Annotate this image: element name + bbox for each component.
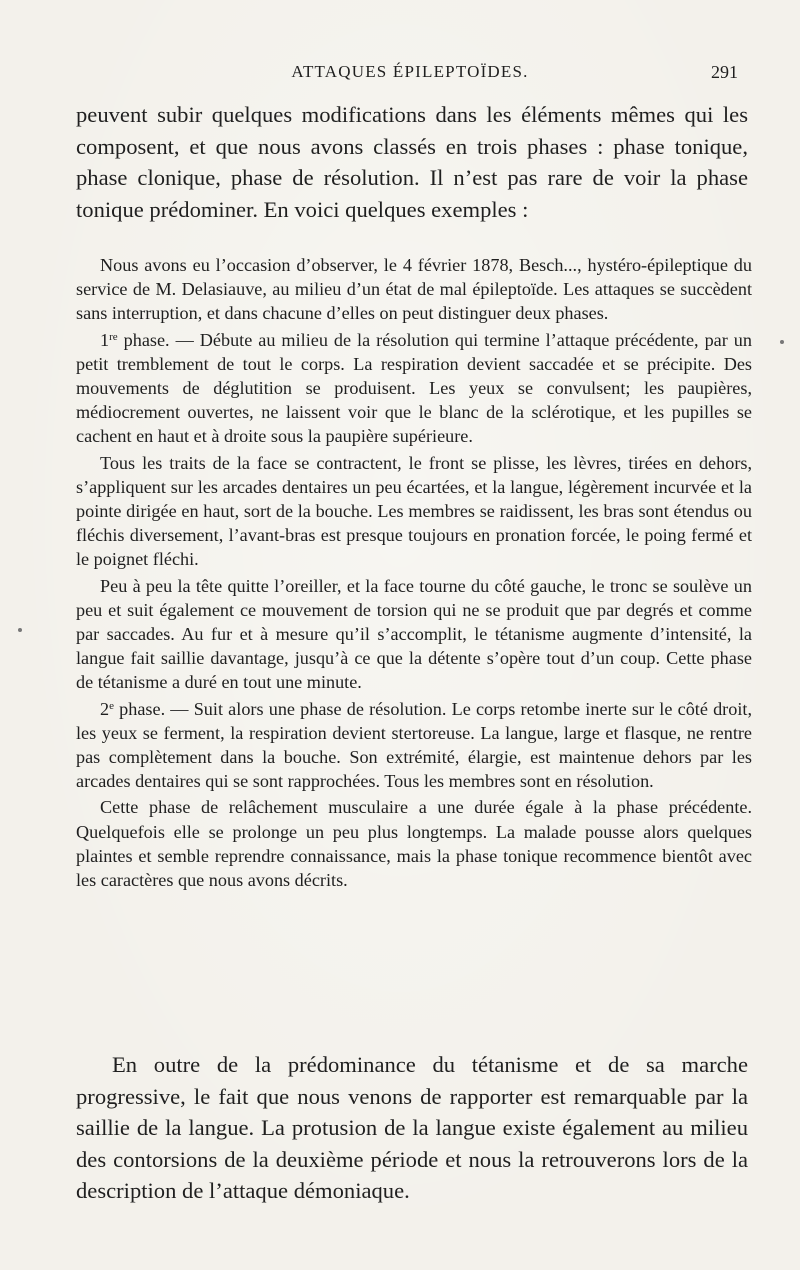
margin-speck bbox=[780, 340, 784, 344]
phase-2-label: 2e phase. — bbox=[100, 698, 194, 719]
phase-2-text: Suit alors une phase de résolution. Le corps retombe inerte sur le côté droit, les yeux se ferment, la respiration devient stertoreuse. La langue, large et flasque, ne rentre pas complètement dans la bouche. Son extrémité, élargie, est maintenue dehors par les arcades dentaires qui se sont rapprochées. Tous les membres sont en résolution. bbox=[76, 698, 752, 792]
phase-1-label: 1re phase. — bbox=[100, 329, 200, 350]
relaxation-paragraph: Cette phase de relâchement musculaire a une durée égale à la phase précédente. Quelquefois elle se prolonge un peu plus longtemps. La malade pousse alors quelques plaintes et semble reprendre connaissance, mais la phase tonique recommence bientôt avec les caractères que nous avons décrits. bbox=[76, 797, 752, 891]
running-title: ATTAQUES ÉPILEPTOÏDES. bbox=[291, 62, 529, 81]
head-rotation-paragraph: Peu à peu la tête quitte l’oreiller, et la face tourne du côté gauche, le tronc se soulève un peu et suit également ce mouvement de torsion qui ne se produit que par degrés et comme par saccades. Au fur et à mesure qu’il s’accomplit, le tétanisme augmente d’intensité, la langue fait saillie davantage, jusqu’à ce que la détente s’opère tout d’un coup. Cette phase de tétanisme a duré en tout une minute. bbox=[76, 575, 752, 693]
page-number: 291 bbox=[711, 62, 738, 82]
phase-1-text: Débute au milieu de la résolution qui termine l’attaque précédente, par un petit tremblement de tout le corps. La respiration devient saccadée et se précipite. Des mouvements de déglutition se produisent. Les yeux se convulsent; les paupières, médiocrement ouvertes, ne laissent voir que le blanc de la sclérotique, et les pupilles se cachent en haut et à droite sous la paupière supérieure. bbox=[76, 329, 752, 447]
face-contraction-paragraph: Tous les traits de la face se contractent, le front se plisse, les lèvres, tirées en dehors, s’appliquent sur les arcades dentaires un peu écartées, et la langue, légèrement incurvée et la pointe dirigée en haut, sort de la bouche. Les membres se raidissent, les bras sont étendus ou fléchis diversement, l’avant-bras est presque toujours en pronation forcée, le poing fermé et le poignet fléchi. bbox=[76, 452, 752, 570]
conclusion-paragraph-block bbox=[76, 1049, 748, 1207]
running-head bbox=[76, 60, 744, 88]
intro-paragraph-block bbox=[76, 99, 748, 225]
margin-speck bbox=[18, 628, 22, 632]
phase-2-paragraph bbox=[76, 697, 752, 794]
phase-1-paragraph bbox=[76, 328, 752, 449]
case-report bbox=[76, 253, 752, 892]
conclusion-paragraph: En outre de la prédominance du tétanisme et de sa marche progressive, le fait que nous venons de rapporter est remarquable par la saillie de la langue. La protusion de la langue existe également au milieu des contorsions de la deuxième période et nous la retrouverons lors de la description de l’attaque démoniaque. bbox=[76, 1052, 748, 1203]
intro-paragraph: peuvent subir quelques modifications dans les éléments mêmes qui les composent, et que nous avons classés en trois phases : phase tonique, phase clonique, phase de résolution. Il n’est pas rare de voir la phase tonique prédominer. En voici quelques exemples : bbox=[76, 102, 748, 222]
case-opening-paragraph: Nous avons eu l’occasion d’observer, le 4 février 1878, Besch..., hystéro-épileptique du service de M. Delasiauve, au milieu d’un état de mal épileptoïde. Les attaques se succèdent sans interruption, et dans chacune d’elles on peut distinguer deux phases. bbox=[76, 255, 752, 324]
